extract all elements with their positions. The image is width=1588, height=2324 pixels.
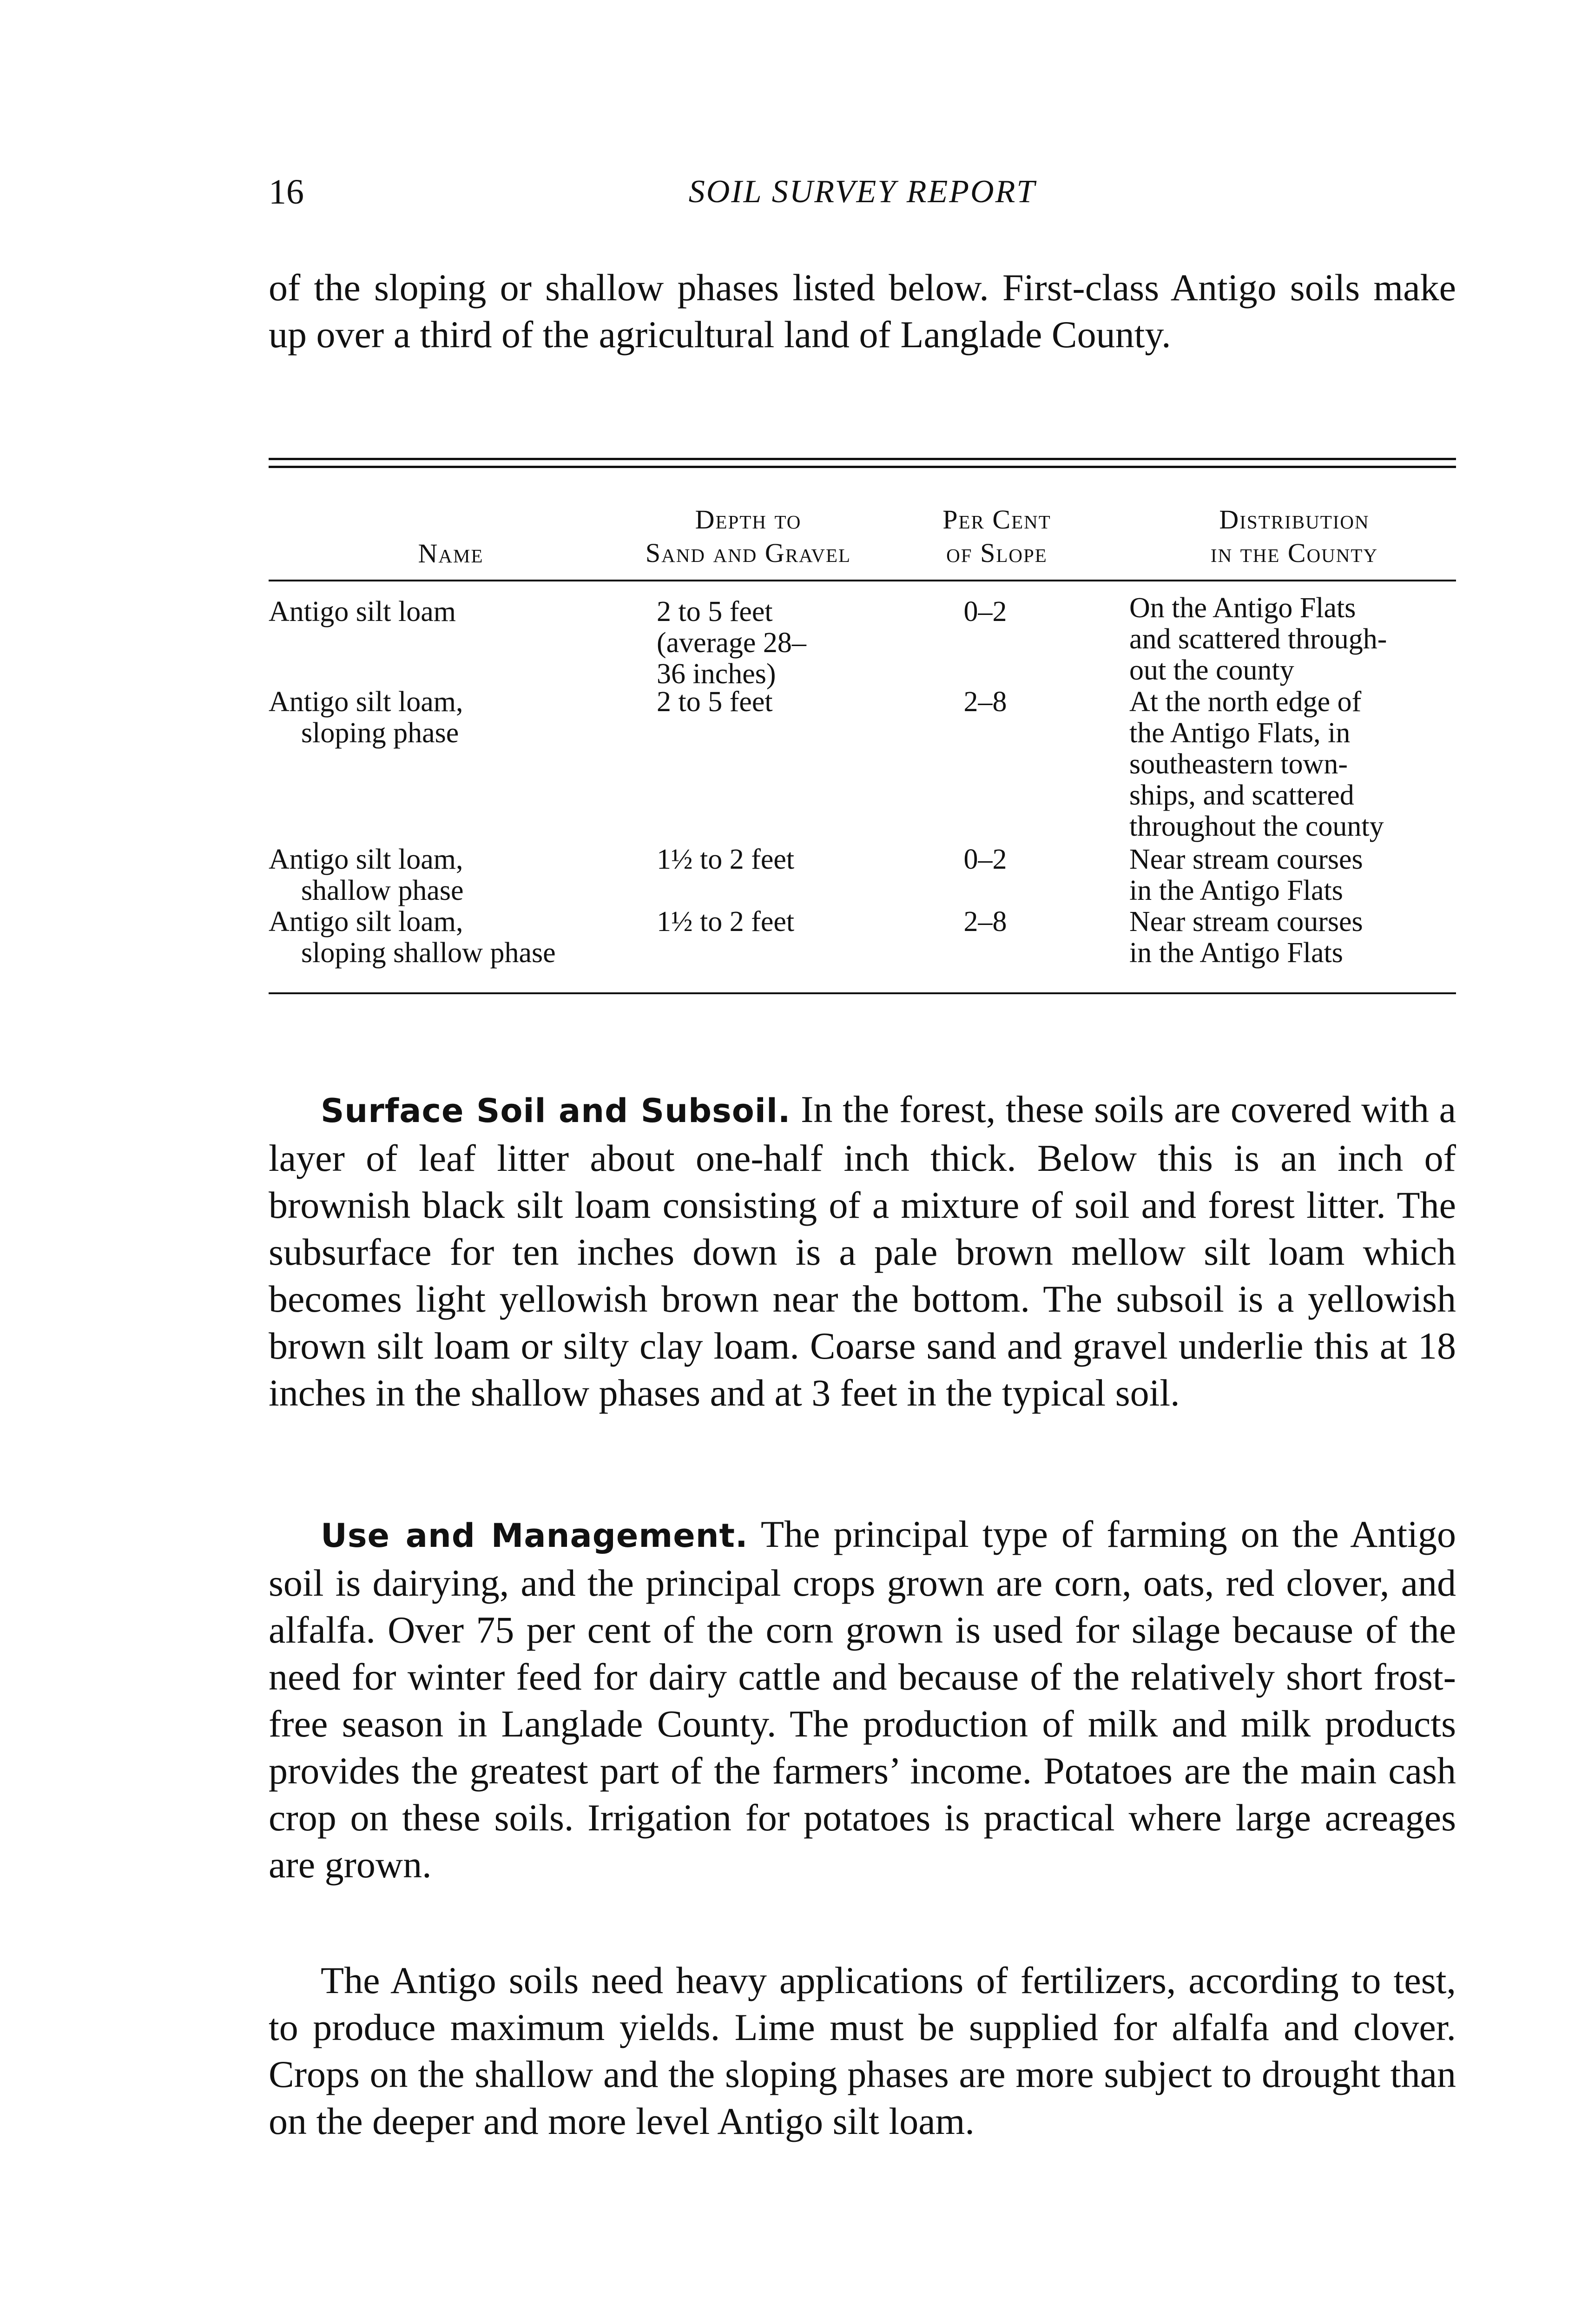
surface-soil-paragraph (269, 1086, 1456, 1416)
table-row-1-depth: 2 to 5 feet (average 28– 36 inches) (657, 596, 806, 690)
col-header-depth: Depth to Sand and Gravel (645, 504, 851, 568)
table-top-rule (269, 458, 1456, 460)
table-row-1-slope: 0–2 (963, 596, 1007, 627)
running-title: SOIL SURVEY REPORT (688, 174, 1036, 210)
table-row-3-slope: 0–2 (963, 844, 1007, 875)
intro-paragraph: of the sloping or shallow phases listed below. First-class Antigo soils make up over a third of the agricultural land of Langlade County. (269, 266, 1456, 356)
table-row-2-slope: 2–8 (963, 686, 1007, 718)
col-header-distribution: Distribution in the County (1210, 504, 1378, 568)
table-row-4-depth: 1½ to 2 feet (657, 906, 795, 938)
table-top-rule-2 (269, 466, 1456, 468)
table-row-2-name: Antigo silt loam, sloping phase (269, 686, 463, 749)
table-row-1-name: Antigo silt loam (269, 596, 456, 627)
use-management-paragraph (269, 1511, 1456, 1888)
table-row-2-depth: 2 to 5 feet (657, 686, 773, 718)
fertilizer-paragraph: The Antigo soils need heavy applications of fertilizers, according to test, to produce maximum yields. Lime must be supplied for alfalfa and clover. Crops on the shallow and the sloping phases are more subject to drought than on the deeper and more level Antigo silt loam. (269, 1959, 1456, 2142)
section-body: The principal type of farming on the Antigo soil is dairying, and the principal crops grown are corn, oats, red clover, and alfalfa. Over 75 per cent of the corn grown is used for silage because of the need for winter feed for dairy cattle and because of the relatively short frost-free season in Langlade County. The production of milk and milk products provides the greatest part of the farmers’ income. Potatoes are the main cash crop on these soils. Irrigation for potatoes is practical where large acreages are grown. (269, 1513, 1456, 1886)
table-row-3-distribution: Near stream courses in the Antigo Flats (1129, 844, 1363, 906)
col-header-slope: Per Cent of Slope (942, 504, 1051, 568)
col-header-name: Name (418, 538, 484, 568)
table-row-1-distribution: On the Antigo Flats and scattered through- out the county (1129, 592, 1387, 686)
section-body: In the forest, these soils are covered with a layer of leaf litter about one-half inch thick. Below this is an inch of brownish black silt loam consisting of a mixture of soil and forest litter. The subsurface for ten inches down is a pale brown mellow silt loam which becomes light yellowish brown near the bottom. The subsoil is a yellowish brown silt loam or silty clay loam. Coarse sand and gravel underlie this at 18 inches in the shallow phases and at 3 feet in the typical soil. (269, 1088, 1456, 1414)
table-row-4-distribution: Near stream courses in the Antigo Flats (1129, 906, 1363, 969)
table-row-4-slope: 2–8 (963, 906, 1007, 938)
page-number: 16 (269, 172, 304, 211)
table-row-4-name: Antigo silt loam, sloping shallow phase (269, 906, 556, 969)
table-header-rule (269, 580, 1456, 581)
table-bottom-rule (269, 992, 1456, 994)
table-row-3-depth: 1½ to 2 feet (657, 844, 795, 875)
table-row-2-distribution: At the north edge of the Antigo Flats, in southeastern town- ships, and scattered throughout the county (1129, 686, 1384, 842)
table-row-3-name: Antigo silt loam, shallow phase (269, 844, 464, 906)
section-heading: Surface Soil and Subsoil. (321, 1092, 791, 1130)
section-heading: Use and Management. (321, 1517, 748, 1555)
